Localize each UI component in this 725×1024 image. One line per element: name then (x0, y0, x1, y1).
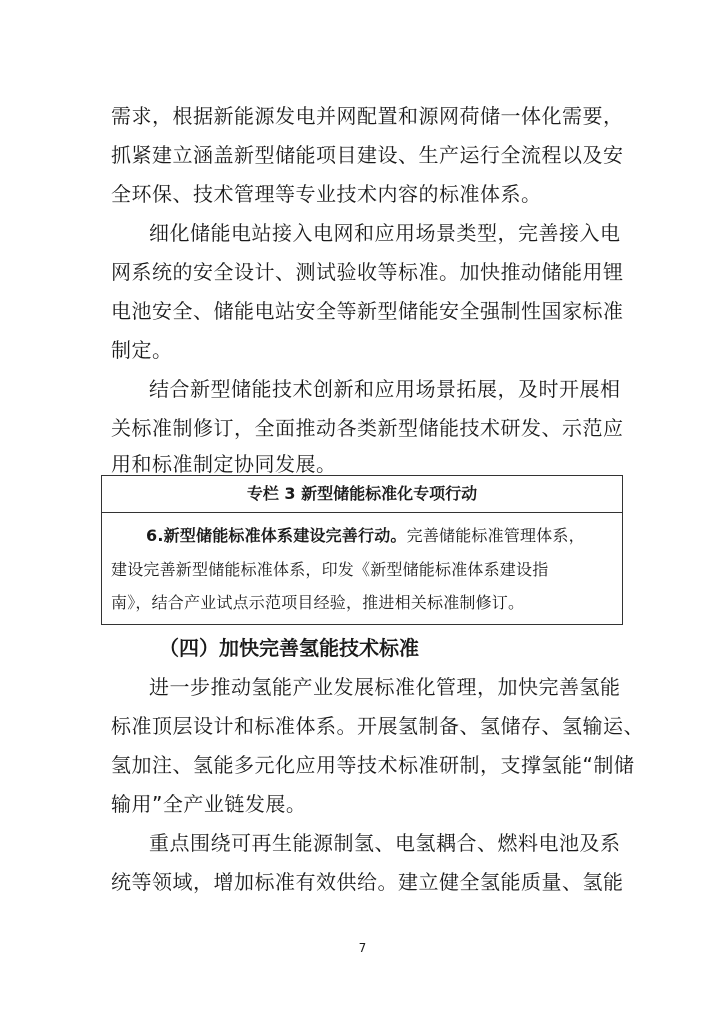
paragraph-4-line-3: 氢加注、氢能多元化应用等技术标准研制，支撑氢能“制储 (111, 753, 635, 777)
paragraph-2-line-2: 网系统的安全设计、测试验收等标准。加快推动储能用锂 (111, 260, 624, 284)
paragraph-3-line-1: 结合新型储能技术创新和应用场景拓展，及时开展相 (149, 377, 621, 401)
paragraph-2-line-3: 电池安全、储能电站安全等新型储能安全强制性国家标准 (111, 299, 624, 323)
paragraph-1-line-3: 全环保、技术管理等专业技术内容的标准体系。 (111, 182, 542, 206)
paragraph-2-line-4: 制定。 (111, 338, 173, 362)
paragraph-2-line-1: 细化储能电站接入电网和应用场景类型，完善接入电 (149, 221, 621, 245)
paragraph-1-line-2: 抓紧建立涵盖新型储能项目建设、生产运行全流程以及安 (111, 143, 624, 167)
column-box-title-row (102, 476, 622, 513)
paragraph-4-line-1: 进一步推动氢能产业发展标准化管理，加快完善氢能 (149, 675, 621, 699)
paragraph-4-line-4: 输用”全产业链发展。 (111, 792, 307, 816)
section-heading: （四）加快完善氢能技术标准 (159, 636, 419, 660)
column-box-title: 专栏 3 新型储能标准化专项行动 (246, 484, 478, 503)
column-box-line-3: 南》，结合产业试点示范项目经验，推进相关标准制修订。 (111, 593, 525, 612)
paragraph-5-line-1: 重点围绕可再生能源制氢、电氢耦合、燃料电池及系 (149, 831, 621, 855)
paragraph-1-line-1: 需求，根据新能源发电并网配置和源网荷储一体化需要， (111, 104, 624, 128)
column-box-line-2: 建设完善新型储能标准体系，印发《新型储能标准体系建设指 (111, 560, 549, 579)
paragraph-5-line-2: 统等领域，增加标准有效供给。建立健全氢能质量、氢能 (111, 870, 624, 894)
paragraph-4-line-2: 标准顶层设计和标准体系。开展氢制备、氢储存、氢输运、 (111, 714, 644, 738)
column-box-line-1 (146, 526, 585, 546)
action-title: 6.新型储能标准体系建设完善行动。 (146, 526, 407, 545)
paragraph-3-line-3: 用和标准制定协同发展。 (111, 452, 337, 476)
page-number: 7 (358, 941, 367, 955)
column-box (101, 475, 623, 625)
paragraph-3-line-2: 关标准制修订，全面推动各类新型储能技术研发、示范应 (111, 416, 624, 440)
column-box-line-1-rest: 完善储能标准管理体系， (406, 526, 585, 545)
